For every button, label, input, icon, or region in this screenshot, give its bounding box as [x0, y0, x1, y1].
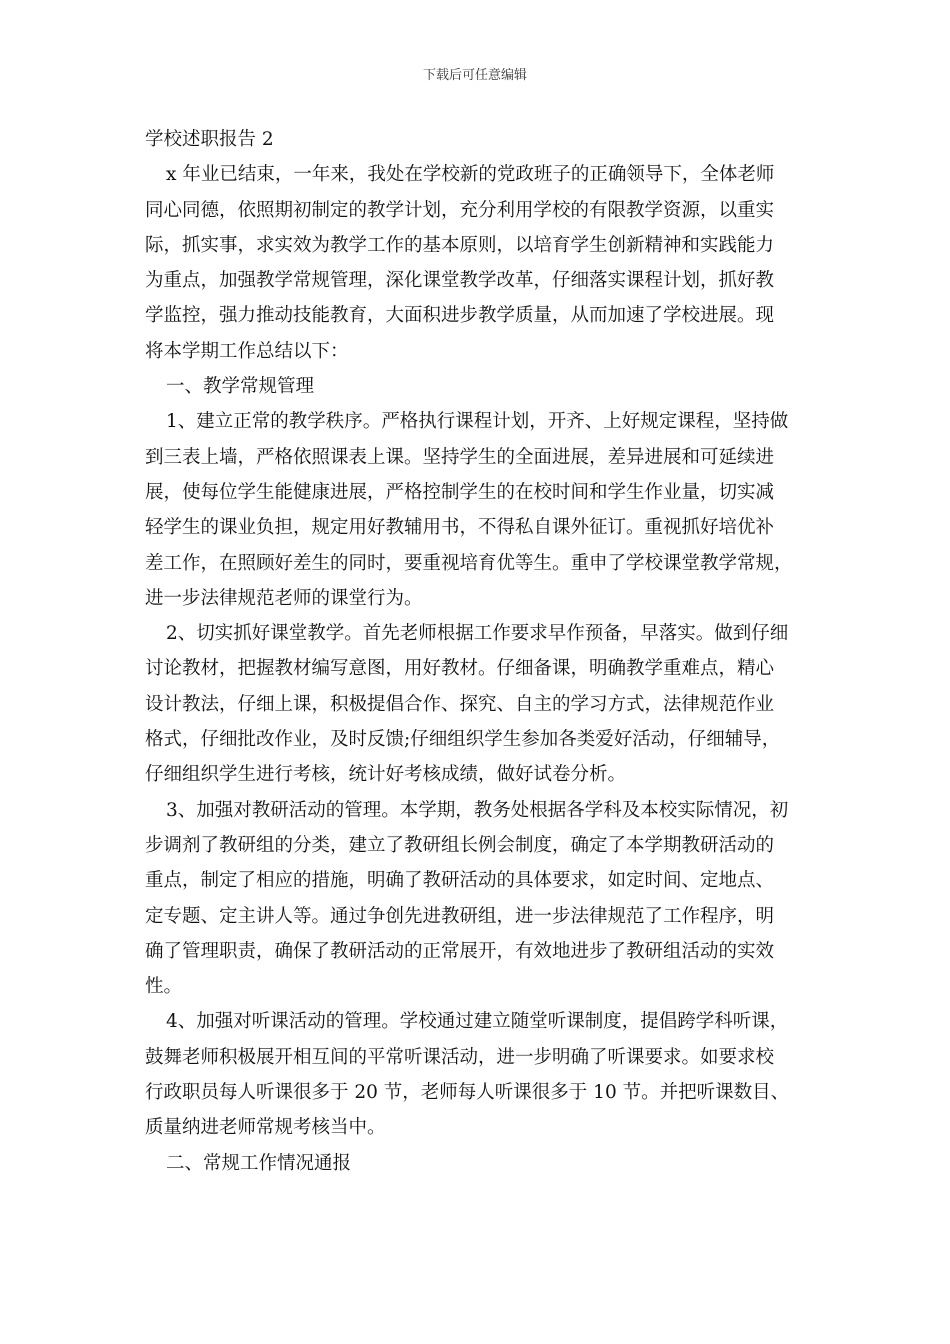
paragraph-line: 性。 — [145, 976, 183, 998]
paragraph-line: 质量纳进老师常规考核当中。 — [145, 1117, 386, 1139]
paragraph-line: 进一步法律规范老师的课堂行为。 — [145, 587, 423, 609]
paragraph-line: 格式，仔细批改作业，及时反馈;仔细组织学生参加各类爱好活动，仔细辅导， — [145, 729, 781, 751]
paragraph-line: 学监控，强力推动技能教育，大面积进步教学质量，从而加速了学校进展。现 — [145, 305, 775, 327]
paragraph-3 — [145, 793, 810, 1005]
section-heading-2: 二、常规工作情况通报 — [166, 1152, 352, 1174]
paragraph-4 — [145, 1004, 810, 1145]
document-title: 学校述职报告 2 — [145, 129, 274, 150]
paragraph-line: 为重点，加强教学常规管理，深化课堂教学改革，仔细落实课程计划，抓好教 — [145, 270, 775, 292]
paragraph-line: 行政职员每人听课很多于 20 节，老师每人听课很多于 10 节。并把听课数目、 — [145, 1082, 790, 1104]
paragraph-line: 步调剂了教研组的分类，建立了教研组长例会制度，确定了本学期教研活动的 — [145, 834, 775, 856]
paragraph-line: 展，使每位学生能健康进展，严格控制学生的在校时间和学生作业量，切实减 — [145, 481, 775, 503]
paragraph-line: 讨论教材，把握教材编写意图，用好教材。仔细备课，明确教学重难点，精心 — [145, 658, 775, 680]
paragraph-line: 重点，制定了相应的措施，明确了教研活动的具体要求，如定时间、定地点、 — [145, 870, 775, 892]
intro-paragraph — [145, 157, 810, 369]
paragraph-line: 设计教法，仔细上课，积极提倡合作、探究、自主的学习方式，法律规范作业 — [145, 693, 775, 715]
paragraph-line: 差工作，在照顾好差生的同时，要重视培育优等生。重申了学校课堂教学常规， — [145, 552, 793, 574]
paragraph-line: 确了管理职责，确保了教研活动的正常展开，有效地进步了教研组活动的实效 — [145, 940, 775, 962]
paragraph-line: 到三表上墙，严格依照课表上课。坚持学生的全面进展，差异进展和可延续进 — [145, 446, 775, 468]
paragraph-line: 将本学期工作总结以下： — [145, 340, 349, 362]
paragraph-line: 1、建立正常的教学秩序。严格执行课程计划，开齐、上好规定课程，坚持做 — [166, 411, 789, 433]
paragraph-line: 鼓舞老师积极展开相互间的平常听课活动，进一步明确了听课要求。如要求校 — [145, 1046, 775, 1068]
paragraph-line: 同心同德，依照期初制定的教学计划，充分利用学校的有限教学资源，以重实 — [145, 199, 775, 221]
paragraph-line: 际，抓实事，求实效为教学工作的基本原则，以培育学生创新精神和实践能力 — [145, 234, 775, 256]
paragraph-line: 轻学生的课业负担，规定用好教辅用书，不得私自课外征订。重视抓好培优补 — [145, 517, 775, 539]
paragraph-line: 3、加强对教研活动的管理。本学期，教务处根据各学科及本校实际情况，初 — [166, 799, 789, 821]
paragraph-line: x 年业已结束，一年来，我处在学校新的党政班子的正确领导下，全体老师 — [166, 164, 775, 186]
paragraph-line: 定专题、定主讲人等。通过争创先进教研组，进一步法律规范了工作程序，明 — [145, 905, 775, 927]
paragraph-line: 仔细组织学生进行考核，统计好考核成绩，做好试卷分析。 — [145, 764, 627, 786]
page-header: 下载后可任意编辑 — [422, 68, 527, 83]
paragraph-line: 4、加强对听课活动的管理。学校通过建立随堂听课制度，提倡跨学科听课， — [166, 1011, 789, 1033]
paragraph-2 — [145, 616, 810, 792]
paragraph-1 — [145, 404, 810, 616]
paragraph-line: 2、切实抓好课堂教学。首先老师根据工作要求早作预备，早落实。做到仔细 — [166, 623, 789, 645]
document-body — [145, 122, 810, 1181]
section-heading-1: 一、教学常规管理 — [166, 376, 315, 398]
